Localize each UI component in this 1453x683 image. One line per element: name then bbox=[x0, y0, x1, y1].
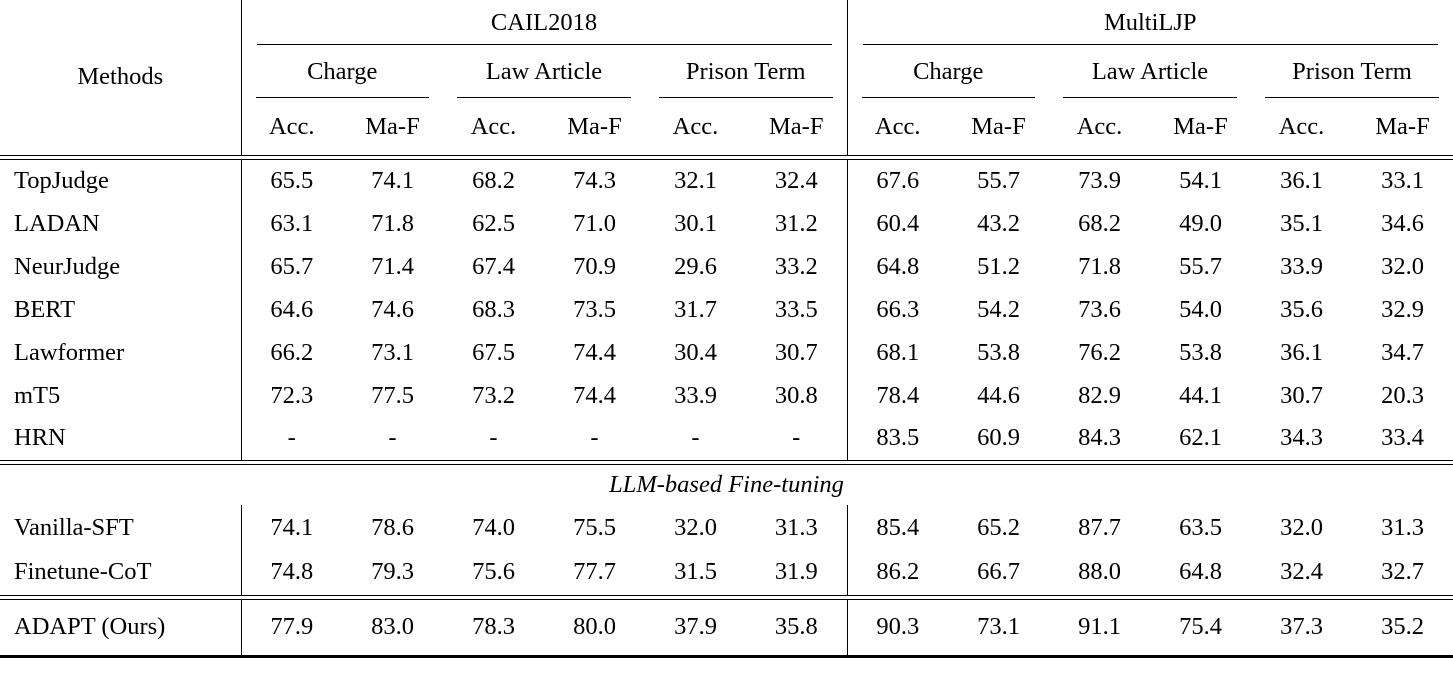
value-cell: 32.7 bbox=[1381, 558, 1424, 586]
value-cell: - bbox=[691, 424, 700, 452]
value-cell: 65.5 bbox=[270, 166, 314, 194]
value-cell: 73.1 bbox=[371, 338, 414, 366]
section-label: LLM-based Fine-tuning bbox=[609, 470, 844, 498]
value-cell: 32.4 bbox=[1280, 558, 1323, 586]
value-cell: 71.8 bbox=[1078, 252, 1121, 280]
metric-header: Ma-F bbox=[746, 99, 847, 155]
value-cell: 77.5 bbox=[371, 381, 414, 409]
value-cell: 31.3 bbox=[1381, 513, 1424, 541]
value-cell: 64.8 bbox=[1179, 558, 1222, 586]
value-cell: 32.1 bbox=[674, 166, 717, 194]
methods-label: Methods bbox=[77, 63, 164, 91]
value-cell: 55.7 bbox=[1179, 252, 1222, 280]
value-cell: 83.5 bbox=[876, 424, 920, 452]
value-cell: 76.2 bbox=[1078, 338, 1121, 366]
method-cell: Vanilla-SFT bbox=[0, 505, 241, 550]
value-cell: 35.6 bbox=[1280, 295, 1323, 323]
value-cell: 66.7 bbox=[977, 558, 1020, 586]
value-cell: 68.2 bbox=[472, 166, 515, 194]
value-cell: 73.2 bbox=[472, 381, 515, 409]
value-cell: 71.4 bbox=[371, 252, 414, 280]
value-cell: 31.7 bbox=[674, 295, 717, 323]
metric-header: Ma-F bbox=[567, 112, 622, 140]
value-cell: 29.6 bbox=[674, 252, 717, 280]
value-cell: 74.6 bbox=[371, 295, 414, 323]
value-cell: 33.5 bbox=[746, 288, 847, 331]
value-cell: 73.9 bbox=[1078, 166, 1121, 194]
value-cell: 32.0 bbox=[674, 513, 717, 541]
value-cell: 60.9 bbox=[977, 424, 1020, 452]
dataset-header-multiljp bbox=[847, 0, 1453, 46]
value-cell: - bbox=[287, 424, 296, 452]
value-cell: 75.5 bbox=[573, 513, 616, 541]
value-cell: 70.9 bbox=[573, 252, 616, 280]
value-cell: 63.5 bbox=[1179, 513, 1222, 541]
value-cell: 33.9 bbox=[1280, 252, 1323, 280]
table-row bbox=[0, 245, 1453, 288]
value-cell: 36.1 bbox=[1280, 338, 1323, 366]
value-cell: 68.2 bbox=[1078, 209, 1121, 237]
value-cell: 91.1 bbox=[1078, 613, 1121, 640]
table-row bbox=[0, 599, 1453, 656]
value-cell: 33.2 bbox=[746, 245, 847, 288]
value-cell: 79.3 bbox=[371, 558, 414, 586]
value-cell: 75.4 bbox=[1179, 613, 1222, 640]
bottom-rule-row bbox=[0, 656, 1453, 662]
value-cell: 60.4 bbox=[876, 209, 920, 237]
section-divider bbox=[0, 460, 1453, 505]
value-cell: 53.8 bbox=[1179, 338, 1222, 366]
value-cell: 32.4 bbox=[746, 159, 847, 202]
method-cell: mT5 bbox=[0, 374, 241, 417]
method-cell: Finetune-CoT bbox=[0, 550, 241, 595]
metric-header: Acc. bbox=[1076, 112, 1123, 140]
task-header-multi-prison-term: Prison Term bbox=[1251, 46, 1453, 99]
value-cell: 35.8 bbox=[746, 599, 847, 656]
value-cell: 54.1 bbox=[1179, 166, 1222, 194]
value-cell: 64.6 bbox=[270, 295, 314, 323]
value-cell: 30.8 bbox=[746, 374, 847, 417]
value-cell: 73.6 bbox=[1078, 295, 1121, 323]
value-cell: 66.3 bbox=[876, 295, 920, 323]
value-cell: 30.1 bbox=[674, 209, 717, 237]
value-cell: 86.2 bbox=[876, 558, 920, 586]
value-cell: 74.1 bbox=[270, 513, 314, 541]
value-cell: 34.6 bbox=[1381, 209, 1424, 237]
value-cell: 55.7 bbox=[977, 166, 1020, 194]
table-row bbox=[0, 202, 1453, 245]
table-row bbox=[0, 159, 1453, 202]
value-cell: 72.3 bbox=[270, 381, 314, 409]
value-cell: 34.3 bbox=[1280, 424, 1323, 452]
value-cell: 66.2 bbox=[270, 338, 314, 366]
value-cell: 44.6 bbox=[977, 381, 1020, 409]
metric-header: Acc. bbox=[470, 112, 517, 140]
value-cell: 65.7 bbox=[270, 252, 314, 280]
value-cell: - bbox=[489, 424, 498, 452]
metric-header: Acc. bbox=[268, 112, 315, 140]
value-cell: 71.8 bbox=[371, 209, 414, 237]
table-row bbox=[0, 374, 1453, 417]
value-cell: 35.2 bbox=[1381, 613, 1424, 640]
value-cell: 30.4 bbox=[674, 338, 717, 366]
value-cell: 74.3 bbox=[573, 166, 616, 194]
task-header-multi-law-article: Law Article bbox=[1049, 46, 1251, 99]
value-cell: 64.8 bbox=[876, 252, 920, 280]
value-cell: 32.0 bbox=[1381, 252, 1424, 280]
value-cell: - bbox=[388, 424, 397, 452]
method-cell: LADAN bbox=[0, 202, 241, 245]
metric-header: Ma-F bbox=[971, 112, 1026, 140]
value-cell: 74.4 bbox=[573, 381, 616, 409]
task-header-cail-charge: Charge bbox=[241, 46, 443, 99]
value-cell: 85.4 bbox=[876, 513, 920, 541]
value-cell: 44.1 bbox=[1179, 381, 1222, 409]
value-cell: 31.3 bbox=[746, 505, 847, 550]
bottom-rule bbox=[0, 656, 1453, 662]
value-cell: 74.4 bbox=[573, 338, 616, 366]
value-cell: 65.2 bbox=[977, 513, 1020, 541]
value-cell: 32.0 bbox=[1280, 513, 1323, 541]
value-cell: 37.9 bbox=[674, 613, 717, 640]
section-header-row bbox=[0, 464, 1453, 505]
metric-header: Acc. bbox=[874, 112, 921, 140]
dataset-header-cail2018 bbox=[241, 0, 847, 46]
value-cell: 35.1 bbox=[1280, 209, 1323, 237]
task-header-multi-charge: Charge bbox=[847, 46, 1049, 99]
value-cell: 84.3 bbox=[1078, 424, 1121, 452]
value-cell: 78.4 bbox=[876, 381, 920, 409]
method-cell: BERT bbox=[0, 288, 241, 331]
metric-header: Acc. bbox=[1278, 112, 1325, 140]
value-cell: 43.2 bbox=[977, 209, 1020, 237]
value-cell: 74.8 bbox=[270, 558, 314, 586]
metric-header: Ma-F bbox=[365, 112, 420, 140]
value-cell: 78.3 bbox=[472, 613, 515, 640]
value-cell: 75.6 bbox=[472, 558, 515, 586]
value-cell: 68.1 bbox=[876, 338, 920, 366]
value-cell: 74.1 bbox=[371, 166, 414, 194]
value-cell: 36.1 bbox=[1280, 166, 1323, 194]
metric-header: Ma-F bbox=[1173, 112, 1228, 140]
method-cell: ADAPT (Ours) bbox=[0, 599, 241, 656]
method-cell: TopJudge bbox=[0, 159, 241, 202]
table-row bbox=[0, 505, 1453, 550]
methods-column-header bbox=[0, 0, 241, 155]
table-row bbox=[0, 288, 1453, 331]
value-cell: 73.5 bbox=[573, 295, 616, 323]
value-cell: 33.4 bbox=[1381, 424, 1424, 452]
metric-header: Acc. bbox=[672, 112, 719, 140]
task-header-cail-law-article: Law Article bbox=[443, 46, 645, 99]
dataset-label-cail2018: CAIL2018 bbox=[257, 2, 832, 45]
value-cell: 67.6 bbox=[876, 166, 920, 194]
value-cell: 62.1 bbox=[1179, 424, 1222, 452]
value-cell: 88.0 bbox=[1078, 558, 1121, 586]
value-cell: 74.0 bbox=[472, 513, 515, 541]
value-cell: 54.2 bbox=[977, 295, 1020, 323]
method-cell: HRN bbox=[0, 417, 241, 460]
value-cell: 68.3 bbox=[472, 295, 515, 323]
header-dataset-row bbox=[0, 0, 1453, 46]
value-cell: 77.7 bbox=[573, 558, 616, 586]
value-cell: 30.7 bbox=[1280, 381, 1323, 409]
table-row bbox=[0, 550, 1453, 595]
value-cell: 31.2 bbox=[746, 202, 847, 245]
value-cell: 33.1 bbox=[1381, 166, 1424, 194]
value-cell: - bbox=[746, 417, 847, 460]
value-cell: 90.3 bbox=[876, 613, 920, 640]
value-cell: 71.0 bbox=[573, 209, 616, 237]
value-cell: 73.1 bbox=[977, 613, 1020, 640]
value-cell: 33.9 bbox=[674, 381, 717, 409]
table-body-ours bbox=[0, 599, 1453, 656]
value-cell: 34.7 bbox=[1381, 338, 1424, 366]
task-header-cail-prison-term: Prison Term bbox=[645, 46, 847, 99]
value-cell: - bbox=[590, 424, 599, 452]
value-cell: 30.7 bbox=[746, 331, 847, 374]
value-cell: 67.4 bbox=[472, 252, 515, 280]
value-cell: 83.0 bbox=[371, 613, 414, 640]
table-header bbox=[0, 0, 1453, 155]
method-cell: Lawformer bbox=[0, 331, 241, 374]
method-cell: NeurJudge bbox=[0, 245, 241, 288]
value-cell: 49.0 bbox=[1179, 209, 1222, 237]
value-cell: 31.5 bbox=[674, 558, 717, 586]
table-row bbox=[0, 417, 1453, 460]
value-cell: 51.2 bbox=[977, 252, 1020, 280]
value-cell: 87.7 bbox=[1078, 513, 1121, 541]
value-cell: 54.0 bbox=[1179, 295, 1222, 323]
value-cell: 67.5 bbox=[472, 338, 515, 366]
value-cell: 63.1 bbox=[270, 209, 314, 237]
value-cell: 78.6 bbox=[371, 513, 414, 541]
value-cell: 37.3 bbox=[1280, 613, 1323, 640]
value-cell: 80.0 bbox=[573, 613, 616, 640]
value-cell: 32.9 bbox=[1381, 295, 1424, 323]
table-body-finetune bbox=[0, 505, 1453, 595]
value-cell: 53.8 bbox=[977, 338, 1020, 366]
value-cell: 31.9 bbox=[746, 550, 847, 595]
table-body-baselines bbox=[0, 159, 1453, 460]
value-cell: 77.9 bbox=[270, 613, 314, 640]
value-cell: 82.9 bbox=[1078, 381, 1121, 409]
dataset-label-multiljp: MultiLJP bbox=[863, 2, 1439, 45]
value-cell: 20.3 bbox=[1381, 381, 1424, 409]
value-cell: 62.5 bbox=[472, 209, 515, 237]
table-row bbox=[0, 331, 1453, 374]
metric-header: Ma-F bbox=[1375, 112, 1430, 140]
